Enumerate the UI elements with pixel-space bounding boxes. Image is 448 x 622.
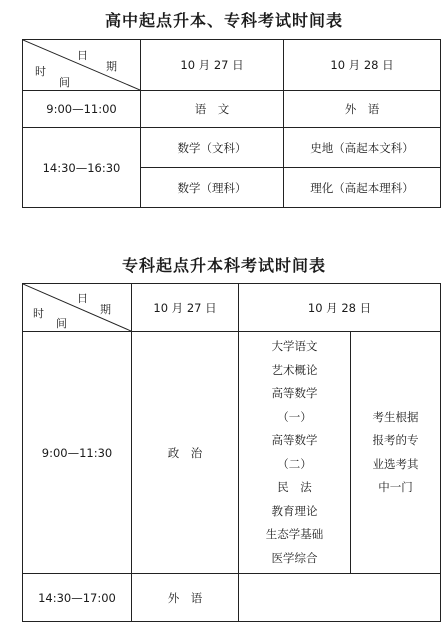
- note-line: 报考的专: [372, 433, 419, 447]
- table-row: [23, 128, 441, 168]
- subject-cell: 外 语: [132, 574, 239, 622]
- time-cell: 14:30—16:30: [23, 128, 141, 208]
- column-header-oct28: 10 月 28 日: [284, 40, 441, 91]
- note-text: [351, 406, 440, 500]
- subject-list-cell: [239, 332, 351, 574]
- note-line: 业选考其: [372, 456, 419, 471]
- list-item: 教育理论: [271, 503, 318, 518]
- list-item: 民 法: [277, 480, 312, 494]
- subject-list: [239, 335, 350, 570]
- time-cell: 9:00—11:30: [23, 332, 132, 574]
- note-line: 中一门: [378, 480, 413, 494]
- note-cell: [351, 332, 441, 574]
- list-item: 生态学基础: [265, 527, 324, 541]
- list-item: 大学语文: [271, 339, 318, 353]
- table-row: [23, 574, 441, 622]
- list-item: 高等数学: [271, 386, 318, 400]
- subject-cell: 数学（文科）: [141, 128, 284, 168]
- column-header-oct27: 10 月 27 日: [141, 40, 284, 91]
- table-row: [23, 332, 441, 574]
- list-item: 高等数学: [271, 433, 318, 447]
- empty-cell: [239, 574, 441, 622]
- table1-title: 高中起点升本、专科考试时间表: [104, 11, 343, 30]
- subject-cell: 数学（理科）: [141, 168, 284, 208]
- list-item: 艺术概论: [271, 362, 318, 377]
- header-between-char: 间: [56, 317, 67, 330]
- header-between-char: 间: [59, 76, 70, 89]
- time-cell: 14:30—17:00: [23, 574, 132, 622]
- header-time-char: 时: [35, 65, 46, 78]
- list-item: 医学综合: [271, 550, 318, 565]
- table-row: [23, 91, 441, 128]
- time-cell: 9:00—11:00: [23, 91, 141, 128]
- list-item: （一）: [277, 409, 312, 424]
- header-time-char: 时: [33, 307, 44, 320]
- table2-title: 专科起点升本科考试时间表: [121, 256, 326, 275]
- subject-cell: 政 治: [132, 332, 239, 574]
- gaozhong-schedule-table: [22, 39, 441, 208]
- header-period-char: 期: [106, 60, 117, 73]
- subject-cell: 理化（高起本理科）: [284, 168, 441, 208]
- subject-cell: 外 语: [284, 91, 441, 128]
- column-header-oct28: 10 月 28 日: [239, 284, 441, 332]
- note-line: 考生根据: [372, 409, 419, 424]
- diagonal-header-cell: [23, 284, 132, 332]
- subject-cell: 史地（高起本文科）: [284, 128, 441, 168]
- diagonal-header-cell: [23, 40, 141, 91]
- header-date-char: 日: [77, 49, 88, 62]
- zhuanke-schedule-table: [22, 283, 441, 622]
- header-date-char: 日: [77, 292, 88, 305]
- header-period-char: 期: [100, 303, 111, 316]
- column-header-oct27: 10 月 27 日: [132, 284, 239, 332]
- list-item: （二）: [277, 456, 312, 471]
- subject-cell: 语 文: [141, 91, 284, 128]
